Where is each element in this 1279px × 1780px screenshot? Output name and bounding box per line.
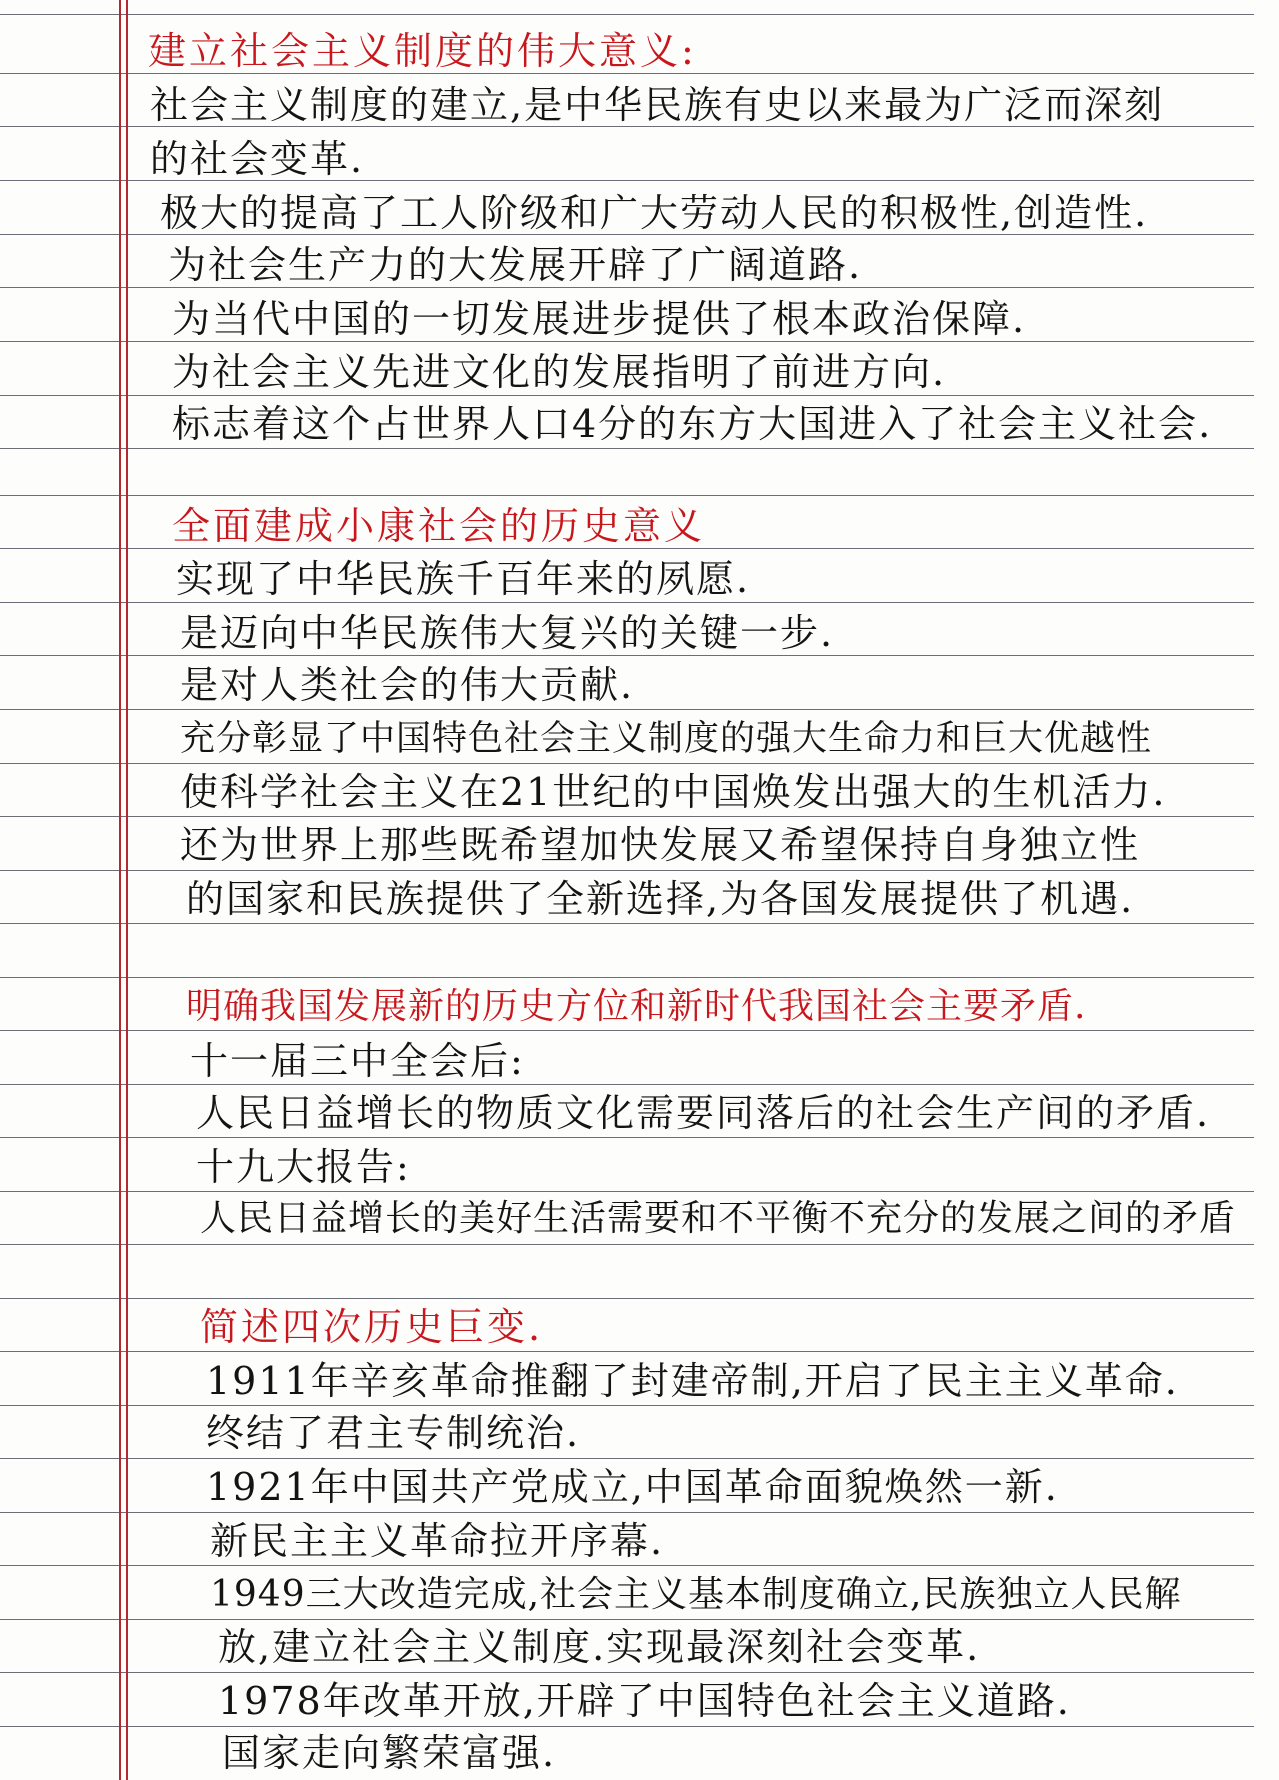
note-line: 是迈向中华民族伟大复兴的关键一步.: [180, 611, 835, 655]
ruled-line: [0, 977, 1279, 978]
note-line: 为当代中国的一切发展进步提供了根本政治保障.: [172, 297, 1027, 341]
ruled-line: [0, 495, 1279, 496]
ruled-line: [0, 1726, 1279, 1727]
note-line: 1911年辛亥革命推翻了封建帝制,开启了民主主义革命.: [206, 1359, 1179, 1403]
ruled-line: [0, 1298, 1279, 1299]
ruled-line: [0, 923, 1279, 924]
note-line: 为社会生产力的大发展开辟了广阔道路.: [168, 243, 863, 287]
note-line: 十九大报告:: [196, 1145, 411, 1189]
note-line: 极大的提高了工人阶级和广大劳动人民的积极性,创造性.: [160, 191, 1149, 235]
note-line: 十一届三中全会后:: [190, 1039, 525, 1083]
note-line: 1978年改革开放,开辟了中国特色社会主义道路.: [218, 1679, 1071, 1723]
ruled-line: [0, 709, 1279, 710]
ruled-line: [0, 602, 1279, 603]
ruled-line: [0, 816, 1279, 817]
margin-line: [126, 0, 128, 1780]
note-line: 标志着这个占世界人口4分的东方大国进入了社会主义社会.: [172, 402, 1213, 446]
note-line: 是对人类社会的伟大贡献.: [180, 663, 635, 707]
ruled-line: [0, 14, 1279, 15]
margin-line: [119, 0, 121, 1780]
note-line: 放,建立社会主义制度.实现最深刻社会变革.: [218, 1625, 981, 1669]
note-line: 使科学社会主义在21世纪的中国焕发出强大的生机活力.: [180, 770, 1167, 814]
ruled-line: [0, 1191, 1279, 1192]
ruled-line: [0, 870, 1279, 871]
note-line: 新民主主义革命拉开序幕.: [210, 1519, 665, 1563]
ruled-line: [0, 1405, 1279, 1406]
note-line: 为社会主义先进文化的发展指明了前进方向.: [172, 350, 947, 394]
ruled-line: [0, 1458, 1279, 1459]
note-line: 终结了君主专制统治.: [206, 1411, 581, 1455]
ruled-line: [0, 1565, 1279, 1566]
note-line: 人民日益增长的美好生活需要和不平衡不充分的发展之间的矛盾: [200, 1198, 1237, 1239]
note-line: 还为世界上那些既希望加快发展又希望保持自身独立性: [180, 823, 1141, 867]
section-heading: 全面建成小康社会的历史意义: [172, 504, 706, 548]
ruled-line: [0, 1137, 1279, 1138]
note-line: 1921年中国共产党成立,中国革命面貌焕然一新.: [206, 1465, 1059, 1509]
ruled-line: [0, 1619, 1279, 1620]
ruled-line: [0, 395, 1279, 396]
note-line: 充分彰显了中国特色社会主义制度的强大生命力和巨大优越性: [180, 719, 1153, 759]
section-heading: 明确我国发展新的历史方位和新时代我国社会主要矛盾.: [186, 986, 1087, 1027]
ruled-line: [0, 1351, 1279, 1352]
ruled-line: [0, 1084, 1279, 1085]
ruled-line: [0, 1672, 1279, 1673]
ruled-line: [0, 1512, 1279, 1513]
note-line: 国家走向繁荣富强.: [222, 1731, 557, 1775]
ruled-line: [0, 763, 1279, 764]
ruled-line: [0, 1030, 1279, 1031]
ruled-line: [0, 448, 1279, 449]
note-line: 的社会变革.: [150, 137, 365, 181]
note-line: 实现了中华民族千百年来的夙愿.: [176, 557, 751, 601]
note-line: 社会主义制度的建立,是中华民族有史以来最为广泛而深刻: [150, 83, 1165, 127]
page-edge: [1254, 0, 1279, 1780]
note-line: 1949三大改造完成,社会主义基本制度确立,民族独立人民解: [210, 1574, 1182, 1615]
note-line: 的国家和民族提供了全新选择,为各国发展提供了机遇.: [186, 877, 1135, 921]
section-heading: 简述四次历史巨变.: [200, 1305, 544, 1349]
section-heading: 建立社会主义制度的伟大意义:: [148, 29, 697, 73]
note-line: 人民日益增长的物质文化需要同落后的社会生产间的矛盾.: [196, 1091, 1211, 1135]
ruled-line: [0, 1244, 1279, 1245]
